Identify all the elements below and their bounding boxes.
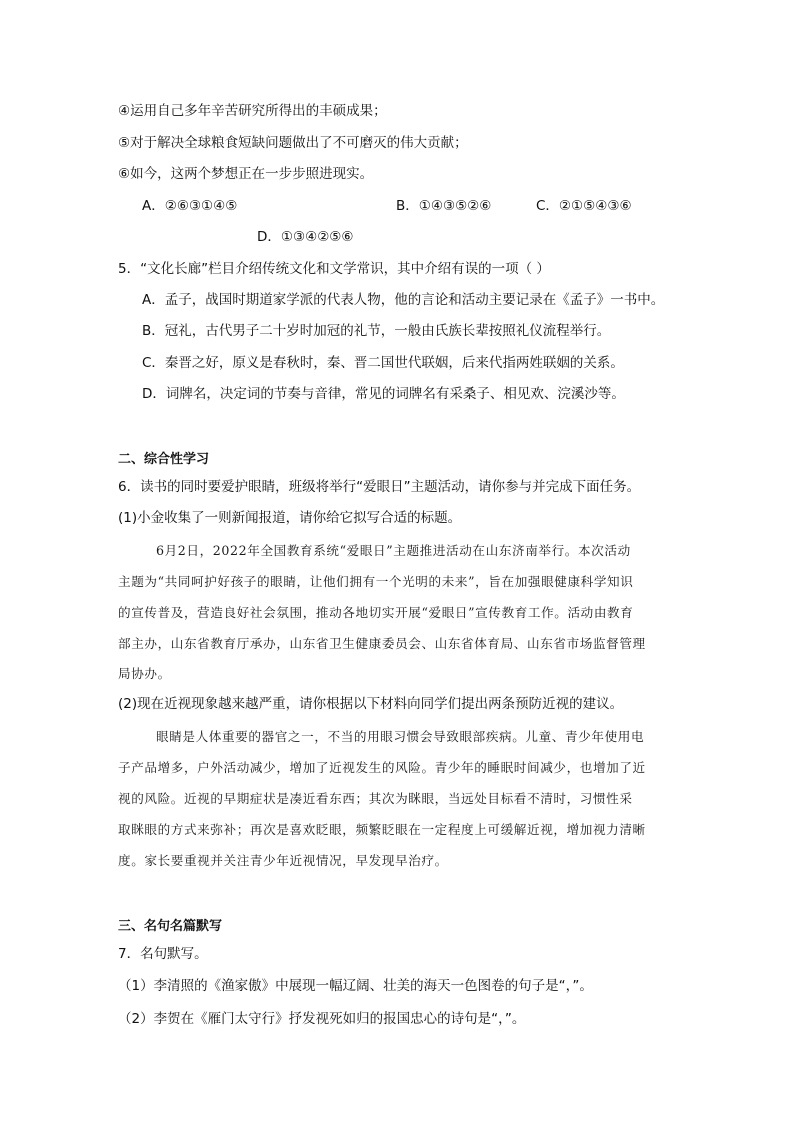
q6-sub1: (1)小金收集了一则新闻报道，请你给它拟写合适的标题。 (118, 510, 462, 526)
q5-option-d: D．词牌名，决定词的节奏与音律，常见的词牌名有采桑子、相见欢、浣溪沙等。 (142, 386, 625, 402)
q7-stem: 7．名句默写。 (118, 946, 208, 962)
q6-stem: 6．读书的同时要爱护眼睛，班级将举行“爱眼日”主题活动，请你参与并完成下面任务。 (118, 479, 641, 495)
material-line-4: 取眯眼的方式来弥补；再次是喜欢眨眼，频繁眨眼在一定程度上可缓解近视，增加视力清晰 (118, 822, 646, 837)
q7-item-1: （1）李清照的《渔家傲》中展现一幅辽阔、壮美的海天一色图卷的句子是“，”。 (118, 978, 593, 994)
q5-option-a: A．孟子，战国时期道家学派的代表人物，他的言论和活动主要记录在《孟子》一书中。 (142, 292, 665, 308)
q4-item-6: ⑥如今，这两个梦想正在一步步照进现实。 (118, 166, 374, 182)
q4-choice-d: D．①③④②⑤⑥ (257, 229, 354, 245)
q4-choice-a: A．②⑥③①④⑤ (142, 198, 238, 214)
news-line-4: 部主办，山东省教育厅承办，山东省卫生健康委员会、山东省体育局、山东省市场监督管理 (118, 636, 646, 651)
q4-item-5: ⑤对于解决全球粮食短缺问题做出了不可磨灭的伟大贡献； (118, 135, 468, 151)
news-line-2: 主题为“共同呵护好孩子的眼睛，让他们拥有一个光明的未来”，旨在加强眼健康科学知识 (118, 574, 634, 589)
q5-stem: 5．“文化长廊”栏目介绍传统文化和文学常识，其中介绍有误的一项（ ） (118, 261, 550, 277)
news-line-5: 局协办。 (118, 666, 171, 681)
material-line-5: 度。家长要重视并关注青少年近视情况，早发现早治疗。 (118, 853, 448, 868)
q6-sub2: (2)现在近视现象越来越严重，请你根据以下材料向同学们提出两条预防近视的建议。 (118, 696, 624, 712)
material-line-2: 子产品增多，户外活动减少，增加了近视发生的风险。青少年的睡眠时间减少，也增加了近 (118, 760, 646, 775)
q7-item-2: （2）李贺在《雁门太守行》抒发视死如归的报国忠心的诗句是“，”。 (118, 1011, 526, 1027)
q4-choice-b: B．①④③⑤②⑥ (396, 198, 492, 214)
q4-item-4: ④运用自己多年辛苦研究所得出的丰硕成果； (118, 103, 387, 119)
material-line-1: 眼睛是人体重要的器官之一，不当的用眼习惯会导致眼部疾病。儿童、青少年使用电 (156, 729, 645, 744)
q5-option-c: C．秦晋之好，原义是春秋时，秦、晋二国世代联姻，后来代指两姓联姻的关系。 (142, 355, 624, 371)
section2-heading: 二、综合性学习 (118, 452, 210, 467)
material-line-3: 视的风险。近视的早期症状是凑近看东西；其次为眯眼，当远处目标看不清时，习惯性采 (118, 791, 633, 806)
q5-option-b: B．冠礼，古代男子二十岁时加冠的礼节，一般由氏族长辈按照礼仪流程举行。 (142, 323, 611, 339)
section3-heading: 三、名句名篇默写 (118, 919, 223, 934)
news-line-3: 的宣传普及，营造良好社会氛围，推动各地切实开展“爱眼日”宣传教育工作。活动由教育 (118, 605, 634, 620)
q4-choice-c: C．②①⑤④③⑥ (536, 198, 632, 214)
news-line-1: 6月2日，2022年全国教育系统“爱眼日”主题推进活动在山东济南举行。本次活动 (156, 543, 631, 558)
